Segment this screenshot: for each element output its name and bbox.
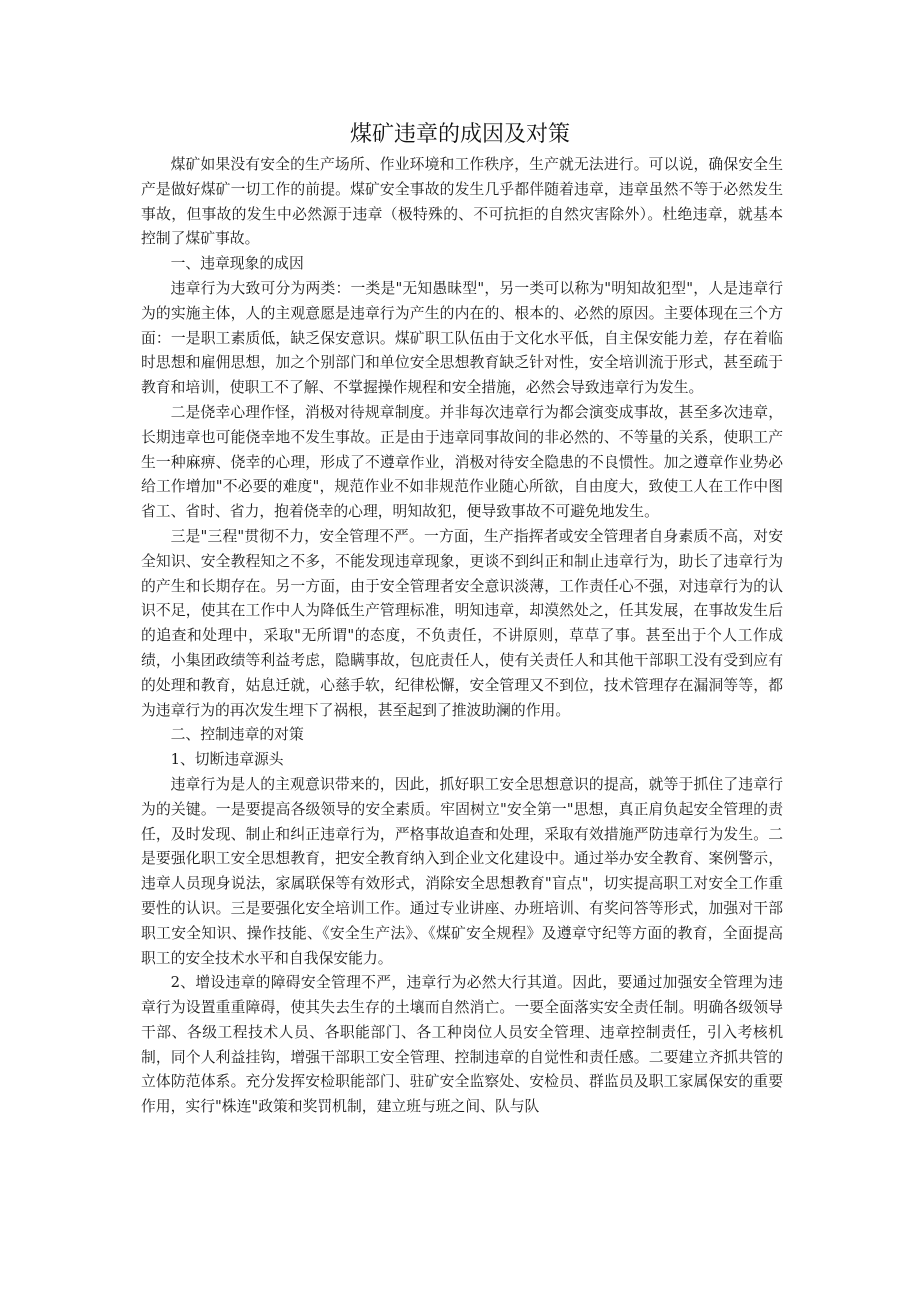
subsection-heading-source: 1、切断违章源头 xyxy=(170,751,284,769)
section-heading-causes: 一、违章现象的成因 xyxy=(170,255,304,273)
document-title: 煤矿违章的成因及对策 xyxy=(349,122,570,147)
section-heading-countermeasures: 二、控制违章的对策 xyxy=(170,726,304,744)
document-body xyxy=(141,153,783,1120)
paragraph-cause-two: 二是侥幸心理作怪，消极对待规章制度。并非每次违章行为都会演变成事故，甚至多次违章，长期违章也可能侥幸地不发生事故。正是由于违章同事故间的非必然的、不等量的关系，使职工产生一种麻痹、侥幸的心理，形成了不遵章作业，消极对待安全隐患的不良惯性。加之遵章作业势必给工作增加"不必要的难度"，规范作业不如非规范作业随心所欲，自由度大，致使工人在工作中图省工、省时、省力，抱着侥幸的心理，明知故犯，便导致事故不可避免地发生。 xyxy=(141,403,783,521)
paragraph-countermeasure-two: 2、增设违章的障碍安全管理不严，违章行为必然大行其道。因此，要通过加强安全管理为违章行为设置重重障碍，使其失去生存的土壤而自然消亡。一要全面落实安全责任制。明确各级领导干部、各级工程技术人员、各职能部门、各工种岗位人员安全管理、违章控制责任，引入考核机制，同个人利益挂钩，增强干部职工安全管理、控制违章的自觉性和责任感。二要建立齐抓共管的立体防范体系。充分发挥安检职能部门、驻矿安全监察处、安检员、群监员及职工家属保安的重要作用，实行"株连"政策和奖罚机制，建立班与班之间、队与队 xyxy=(141,974,783,1116)
paragraph-cause-one: 违章行为大致可分为两类：一类是"无知愚昧型"，另一类可以称为"明知故犯型"，人是违章行为的实施主体，人的主观意愿是违章行为产生的内在的、根本的、必然的原因。主要体现在三个方面：一是职工素质低，缺乏保安意识。煤矿职工队伍由于文化水平低，自主保安能力差，存在着临时思想和雇佣思想，加之个别部门和单位安全思想教育缺乏针对性，安全培训流于形式，甚至疏于教育和培训，使职工不了解、不掌握操作规程和安全措施，必然会导致违章行为发生。 xyxy=(141,279,783,397)
intro-paragraph: 煤矿如果没有安全的生产场所、作业环境和工作秩序，生产就无法进行。可以说，确保安全生产是做好煤矿一切工作的前提。煤矿安全事故的发生几乎都伴随着违章，违章虽然不等于必然发生事故，但事故的发生中必然源于违章（极特殊的、不可抗拒的自然灾害除外）。杜绝违章，就基本控制了煤矿事故。 xyxy=(141,156,783,248)
paragraph-countermeasure-one: 违章行为是人的主观意识带来的，因此，抓好职工安全思想意识的提高，就等于抓住了违章行为的关键。一是要提高各级领导的安全素质。牢固树立"安全第一"思想，真正肩负起安全管理的责任，及时发现、制止和纠正违章行为，严格事故追查和处理，采取有效措施严防违章行为发生。二是要强化职工安全思想教育，把安全教育纳入到企业文化建设中。通过举办安全教育、案例警示，违章人员现身说法，家属联保等有效形式，消除安全思想教育"盲点"，切实提高职工对安全工作重要性的认识。三是要强化安全培训工作。通过专业讲座、办班培训、有奖问答等形式，加强对干部职工安全知识、操作技能、《安全生产法》、《煤矿安全规程》及遵章守纪等方面的教育，全面提高职工的安全技术水平和自我保安能力。 xyxy=(141,775,783,967)
paragraph-cause-three: 三是"三程"贯彻不力，安全管理不严。一方面，生产指挥者或安全管理者自身素质不高，对安全知识、安全教程知之不多，不能发现违章现象，更谈不到纠正和制止违章行为，助长了违章行为的产生和长期存在。另一方面，由于安全管理者安全意识淡薄，工作责任心不强，对违章行为的认识不足，使其在工作中人为降低生产管理标准，明知违章，却漠然处之，任其发展，在事故发生后的追查和处理中，采取"无所谓"的态度，不负责任，不讲原则，草草了事。甚至出于个人工作成绩，小集团政绩等利益考虑，隐瞒事故，包庇责任人，使有关责任人和其他干部职工没有受到应有的处理和教育，姑息迁就，心慈手软，纪律松懈，安全管理又不到位，技术管理存在漏洞等等，都为违章行为的再次发生埋下了祸根，甚至起到了推波助澜的作用。 xyxy=(141,527,783,719)
